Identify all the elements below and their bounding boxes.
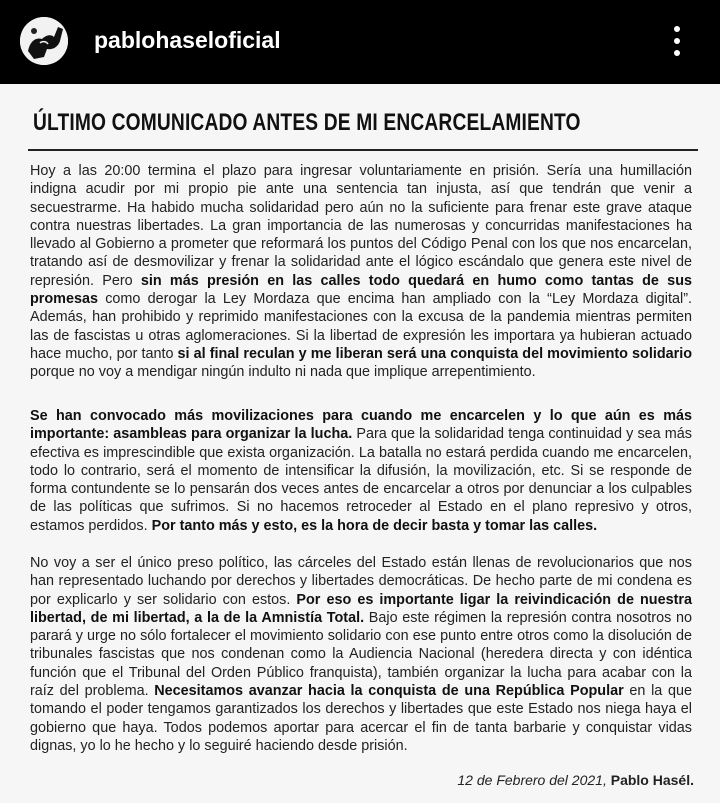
more-options-button[interactable] (662, 22, 692, 60)
paragraph-text: No voy a ser el único preso político, las cárceles del Estado están llenas de revolucionarios que nos han representado luchando por derechos y libertades democráticas. De hecho parte de mi condena es por explicarlo y ser solidario con estos. (30, 555, 692, 608)
paragraph-text: porque no voy a mendigar ningún indulto ni nada que implique arrepentimiento. (30, 364, 536, 381)
more-vertical-icon-dot (674, 50, 680, 56)
paragraph-bold-text: Necesitamos avanzar hacia la conquista de una República Popular (154, 683, 624, 700)
paragraph-text: Hoy a las 20:00 termina el plazo para ingresar voluntariamente en prisión. Sería una humillación indigna acudir por mi propio pie ante una sentencia tan injusta, así que tendrán que venir a secuestrarme. Ha habido mucha solidaridad pero aún no la suficiente para frenar este grave ataque contra nuestras libertades. La gran importancia de las numerosas y concurridas manifestaciones ha llevado al Gobierno a prometer que reformará los puntos del Código Penal con los que nos encarcelan, tratando así de desmovilizar y frenar la solidaridad ante el lógico escándalo que genera este nivel de represión. Pero (30, 163, 692, 289)
more-vertical-icon (674, 26, 680, 32)
avatar-image (20, 17, 68, 65)
signature-name: Pablo Hasél. (610, 772, 694, 788)
signature-line (457, 772, 694, 788)
paragraph-bold-text: Por tanto más y esto, es la hora de decir basta y tomar las calles. (151, 517, 598, 534)
communique-title: ÚLTIMO COMUNICADO ANTES DE MI ENCARCELAMIENTO (33, 109, 581, 136)
paragraph-text: en la que tomando el poder tengamos garantizados los derechos y libertades que este Estado nos niega haya el gobierno que haya. Todos podemos aportar para acercar el fin de tanta barbarie y conquistar vidas dignas, yo lo he hecho y lo seguiré haciendo desde prisión. (30, 683, 692, 754)
paragraph-text: como derogar la Ley Mordaza que encima han ampliado con la “Ley Mordaza digital”. Además, han prohibido y reprimido manifestaciones con la excusa de la pandemia mientras permiten las de fascistas u otras aglomeraciones. Si la libertad de expresión les importara ya hubieran actuado hace mucho, por tanto (30, 291, 692, 362)
paragraph-bold-text: si al final reculan y me liberan será una conquista del movimiento solidario (177, 345, 692, 362)
signature-date: 12 de Febrero del 2021, (457, 772, 611, 788)
paragraph-bold-text: Por eso es importante ligar la reivindicación de nuestra libertad, de mi libertad, a la de la Amnistía Total. (30, 591, 692, 626)
paragraph-3 (30, 554, 692, 755)
post-header (0, 0, 720, 84)
more-vertical-icon-dot (674, 38, 680, 44)
paragraph-text: Para que la solidaridad tenga continuidad y sea más efectiva es imprescindible que exista organización. La batalla no estará perdida cuando me encarcelen, todo lo contrario, será el momento de intensificar la difusión, la movilización, etc. Si se responde de forma contundente se lo pensarán dos veces antes de encarcelar a otros por denunciar a los culpables de las políticas que sufrimos. Si no hacemos retroceder al Estado en el plano represivo y otros, estamos perdidos. (30, 426, 692, 534)
communique-image (0, 84, 720, 803)
paragraph-bold-text: sin más presión en las calles todo quedará en humo como tantas de sus promesas (30, 272, 692, 308)
paragraph-1 (30, 162, 692, 382)
paragraph-bold-text: Se han convocado más movilizaciones para cuando me encarcelen y lo que aún es más importante: asambleas para organizar la lucha. (30, 408, 692, 443)
profile-avatar[interactable] (20, 17, 68, 65)
title-underline (28, 149, 698, 151)
paragraph-2 (30, 407, 692, 535)
paragraph-text: Bajo este régimen la represión contra nosotros no parará y urge no sólo fortalecer el movimiento solidario con ese punto entre otros como la disolución de tribunales fascistas que nos condenan como la Audiencia Nacional (heredera directa y con idéntica función que el Tribunal del Orden Público franquista), también organizar la lucha para acabar con la raíz del problema. (30, 609, 692, 700)
account-username[interactable]: pablohaseloficial (94, 27, 281, 53)
